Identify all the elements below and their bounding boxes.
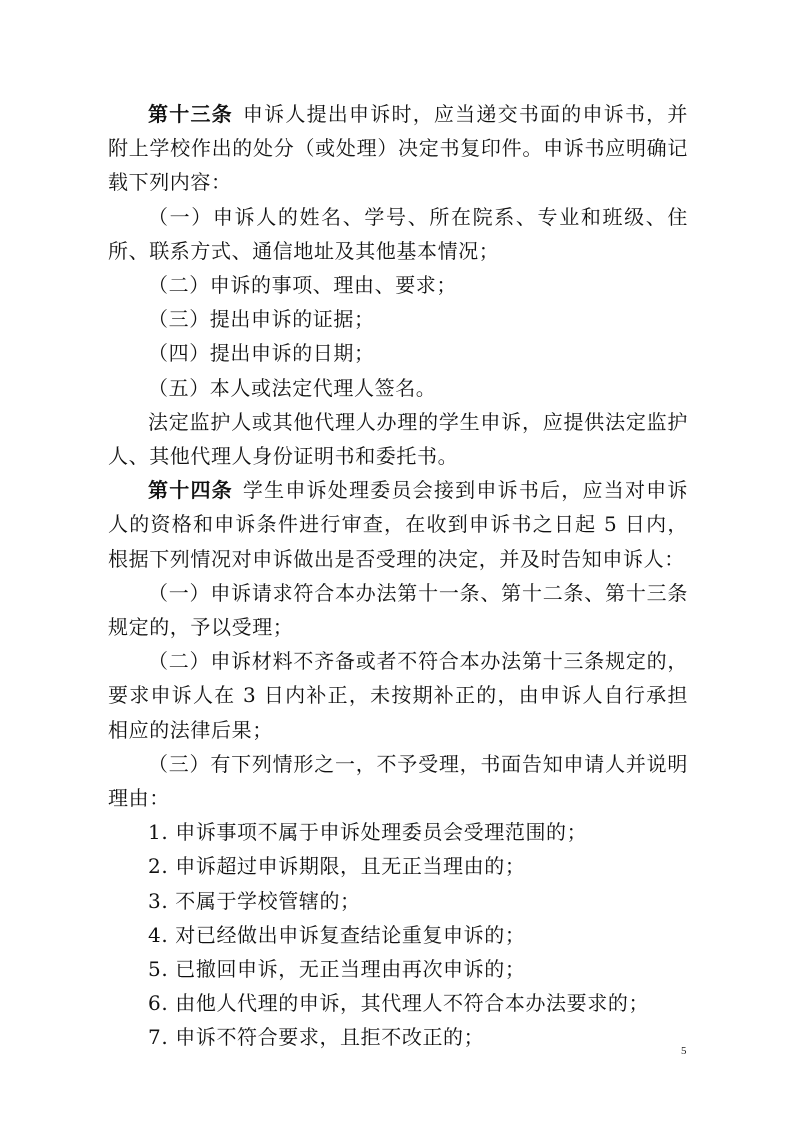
article-14-paragraph — [108, 473, 688, 576]
article-14-item-2: （二）申诉材料不齐备或者不符合本办法第十三条规定的，要求申诉人在 3 日内补正，未按期补正的，由申诉人自行承担相应的法律后果； — [108, 649, 688, 742]
article-14-item-1: （一）申诉请求符合本办法第十一条、第十二条、第十三条规定的，予以受理； — [108, 580, 688, 640]
article-14-subitem-4: 4. 对已经做出申诉复查结论重复申诉的； — [148, 922, 526, 947]
article-13-text: 申诉人提出申诉时，应当递交书面的申诉书，并附上学校作出的处分（或处理）决定书复印件。申诉书应明确记载下列内容： — [108, 102, 688, 195]
article-13-heading: 第十三条 — [148, 102, 233, 126]
article-13-paragraph — [108, 97, 688, 200]
article-13-item-5: （五）本人或法定代理人签名。 — [148, 375, 437, 400]
article-13-item-2: （二）申诉的事项、理由、要求； — [148, 273, 457, 298]
article-14-item-3: （三）有下列情形之一，不予受理，书面告知申请人并说明理由： — [108, 751, 688, 811]
article-13-item-4: （四）提出申诉的日期； — [148, 341, 375, 366]
article-14-subitem-5: 5. 已撤回申诉，无正当理由再次申诉的； — [148, 957, 526, 982]
article-13-item-3: （三）提出申诉的证据； — [148, 307, 375, 332]
article-14-heading: 第十四条 — [148, 478, 233, 503]
article-14-subitem-2: 2. 申诉超过申诉期限，且无正当理由的； — [148, 854, 526, 879]
article-14-subitem-7: 7. 申诉不符合要求，且拒不改正的； — [148, 1025, 485, 1050]
document-body — [108, 97, 688, 1055]
article-13-item-1: （一）申诉人的姓名、学号、所在院系、专业和班级、住所、联系方式、通信地址及其他基本情况； — [108, 204, 688, 263]
page-number: 5 — [681, 1045, 687, 1057]
article-14-subitem-6: 6. 由他人代理的申诉，其代理人不符合本办法要求的； — [148, 991, 650, 1016]
article-13-extra-paragraph: 法定监护人或其他代理人办理的学生申诉，应提供法定监护人、其他代理人身份证明书和委托书。 — [108, 409, 688, 469]
article-14-subitem-3: 3. 不属于学校管辖的； — [148, 888, 361, 913]
article-14-subitem-1: 1. 申诉事项不属于申诉处理委员会受理范围的； — [148, 820, 588, 845]
article-14-text: 学生申诉处理委员会接到申诉书后，应当对申诉人的资格和申诉条件进行审查，在收到申诉书之日起 5 日内，根据下列情况对申诉做出是否受理的决定，并及时告知申诉人： — [108, 478, 688, 571]
